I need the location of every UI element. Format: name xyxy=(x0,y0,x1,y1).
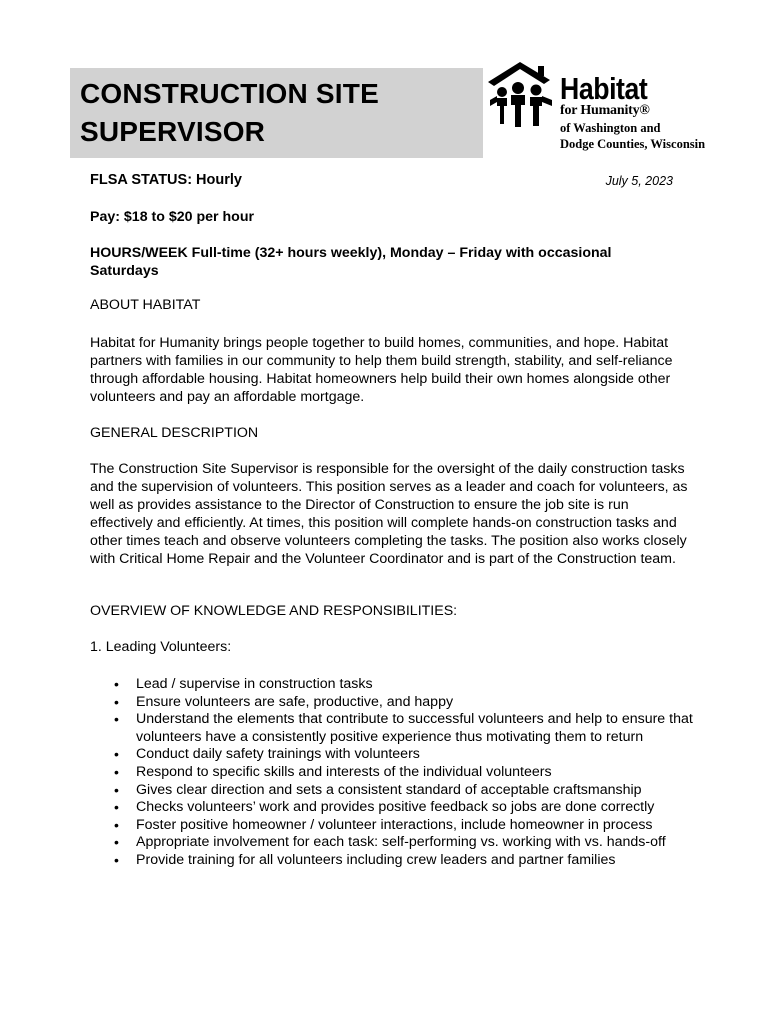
flsa-status: FLSA STATUS: Hourly xyxy=(90,172,242,188)
habitat-houses-people-icon xyxy=(486,60,560,130)
list-item xyxy=(90,694,700,712)
list-item-text: Appropriate involvement for each task: self-performing vs. working with vs. hands-off xyxy=(136,834,666,851)
about-body: Habitat for Humanity brings people together to build homes, communities, and hope. Habitat partners with families in our community to help them build strength, stability, and self-reliance through affordable housing. Habitat homeowners help build their own homes alongside other volunteers and pay an affordable mortgage. xyxy=(90,335,673,405)
bullet-icon: • xyxy=(114,711,119,728)
logo-subtitle-3: Dodge Counties, Wisconsin xyxy=(560,137,706,151)
list-item xyxy=(90,817,700,835)
about-heading: ABOUT HABITAT xyxy=(90,297,201,313)
page-title-line-1: CONSTRUCTION SITE xyxy=(80,78,379,109)
bullet-icon: • xyxy=(114,799,119,816)
logo-subtitle-2: of Washington and xyxy=(560,121,661,135)
list-item xyxy=(90,834,700,852)
document-date: July 5, 2023 xyxy=(605,174,673,188)
responsibilities-list xyxy=(90,676,700,870)
list-item xyxy=(90,711,700,746)
list-item xyxy=(90,764,700,782)
status-row xyxy=(90,172,673,192)
bullet-icon: • xyxy=(114,816,119,833)
bullet-icon: • xyxy=(114,746,119,763)
title-banner xyxy=(70,68,483,158)
list-item-text: Provide training for all volunteers including crew leaders and partner families xyxy=(136,851,616,868)
bullet-icon: • xyxy=(114,693,119,710)
list-item xyxy=(90,799,700,817)
bullet-icon: • xyxy=(114,851,119,868)
list-item-text: Conduct daily safety trainings with volunteers xyxy=(136,746,420,763)
overview-heading: OVERVIEW OF KNOWLEDGE AND RESPONSIBILITIES: xyxy=(90,603,458,619)
list-item xyxy=(90,782,700,800)
list-item xyxy=(90,676,700,694)
logo-name: Habitat xyxy=(560,71,648,106)
section-1-heading: 1. Leading Volunteers: xyxy=(90,639,232,655)
logo-subtitle-1: for Humanity® xyxy=(560,103,650,118)
list-item-text: Ensure volunteers are safe, productive, and happy xyxy=(136,693,454,710)
general-body: The Construction Site Supervisor is responsible for the oversight of the daily construction tasks and the supervision of volunteers. This position serves as a leader and coach for volunteers, as well as provides assistance to the Director of Construction to ensure the job site is run effectively and efficiently. At times, this position will complete hands-on construction tasks and other times teach and observe volunteers completing the tasks. The position also works closely with Critical Home Repair and the Volunteer Coordinator and is part of the Construction team. xyxy=(90,461,688,567)
list-item-text: Respond to specific skills and interests of the individual volunteers xyxy=(136,763,552,780)
list-item xyxy=(90,852,700,870)
bullet-icon: • xyxy=(114,763,119,780)
list-item-text: Checks volunteers’ work and provides positive feedback so jobs are done correctly xyxy=(136,799,655,816)
list-item-text: Understand the elements that contribute to successful volunteers and help to ensure that volunteers have a consistently positive experience thus motivating them to return xyxy=(136,711,693,745)
page-title-line-2: SUPERVISOR xyxy=(80,116,266,147)
list-item-text: Gives clear direction and sets a consistent standard of acceptable craftsmanship xyxy=(136,781,642,798)
general-heading: GENERAL DESCRIPTION xyxy=(90,425,259,441)
list-item xyxy=(90,746,700,764)
bullet-icon: • xyxy=(114,834,119,851)
list-item-text: Foster positive homeowner / volunteer interactions, include homeowner in process xyxy=(136,816,653,833)
bullet-icon: • xyxy=(114,676,119,692)
pay-line: Pay: $18 to $20 per hour xyxy=(90,209,255,225)
list-item-text: Lead / supervise in construction tasks xyxy=(136,676,373,692)
habitat-logo xyxy=(486,58,706,158)
hours-line: HOURS/WEEK Full-time (32+ hours weekly), Monday – Friday with occasional Saturdays xyxy=(90,245,612,279)
bullet-icon: • xyxy=(114,781,119,798)
